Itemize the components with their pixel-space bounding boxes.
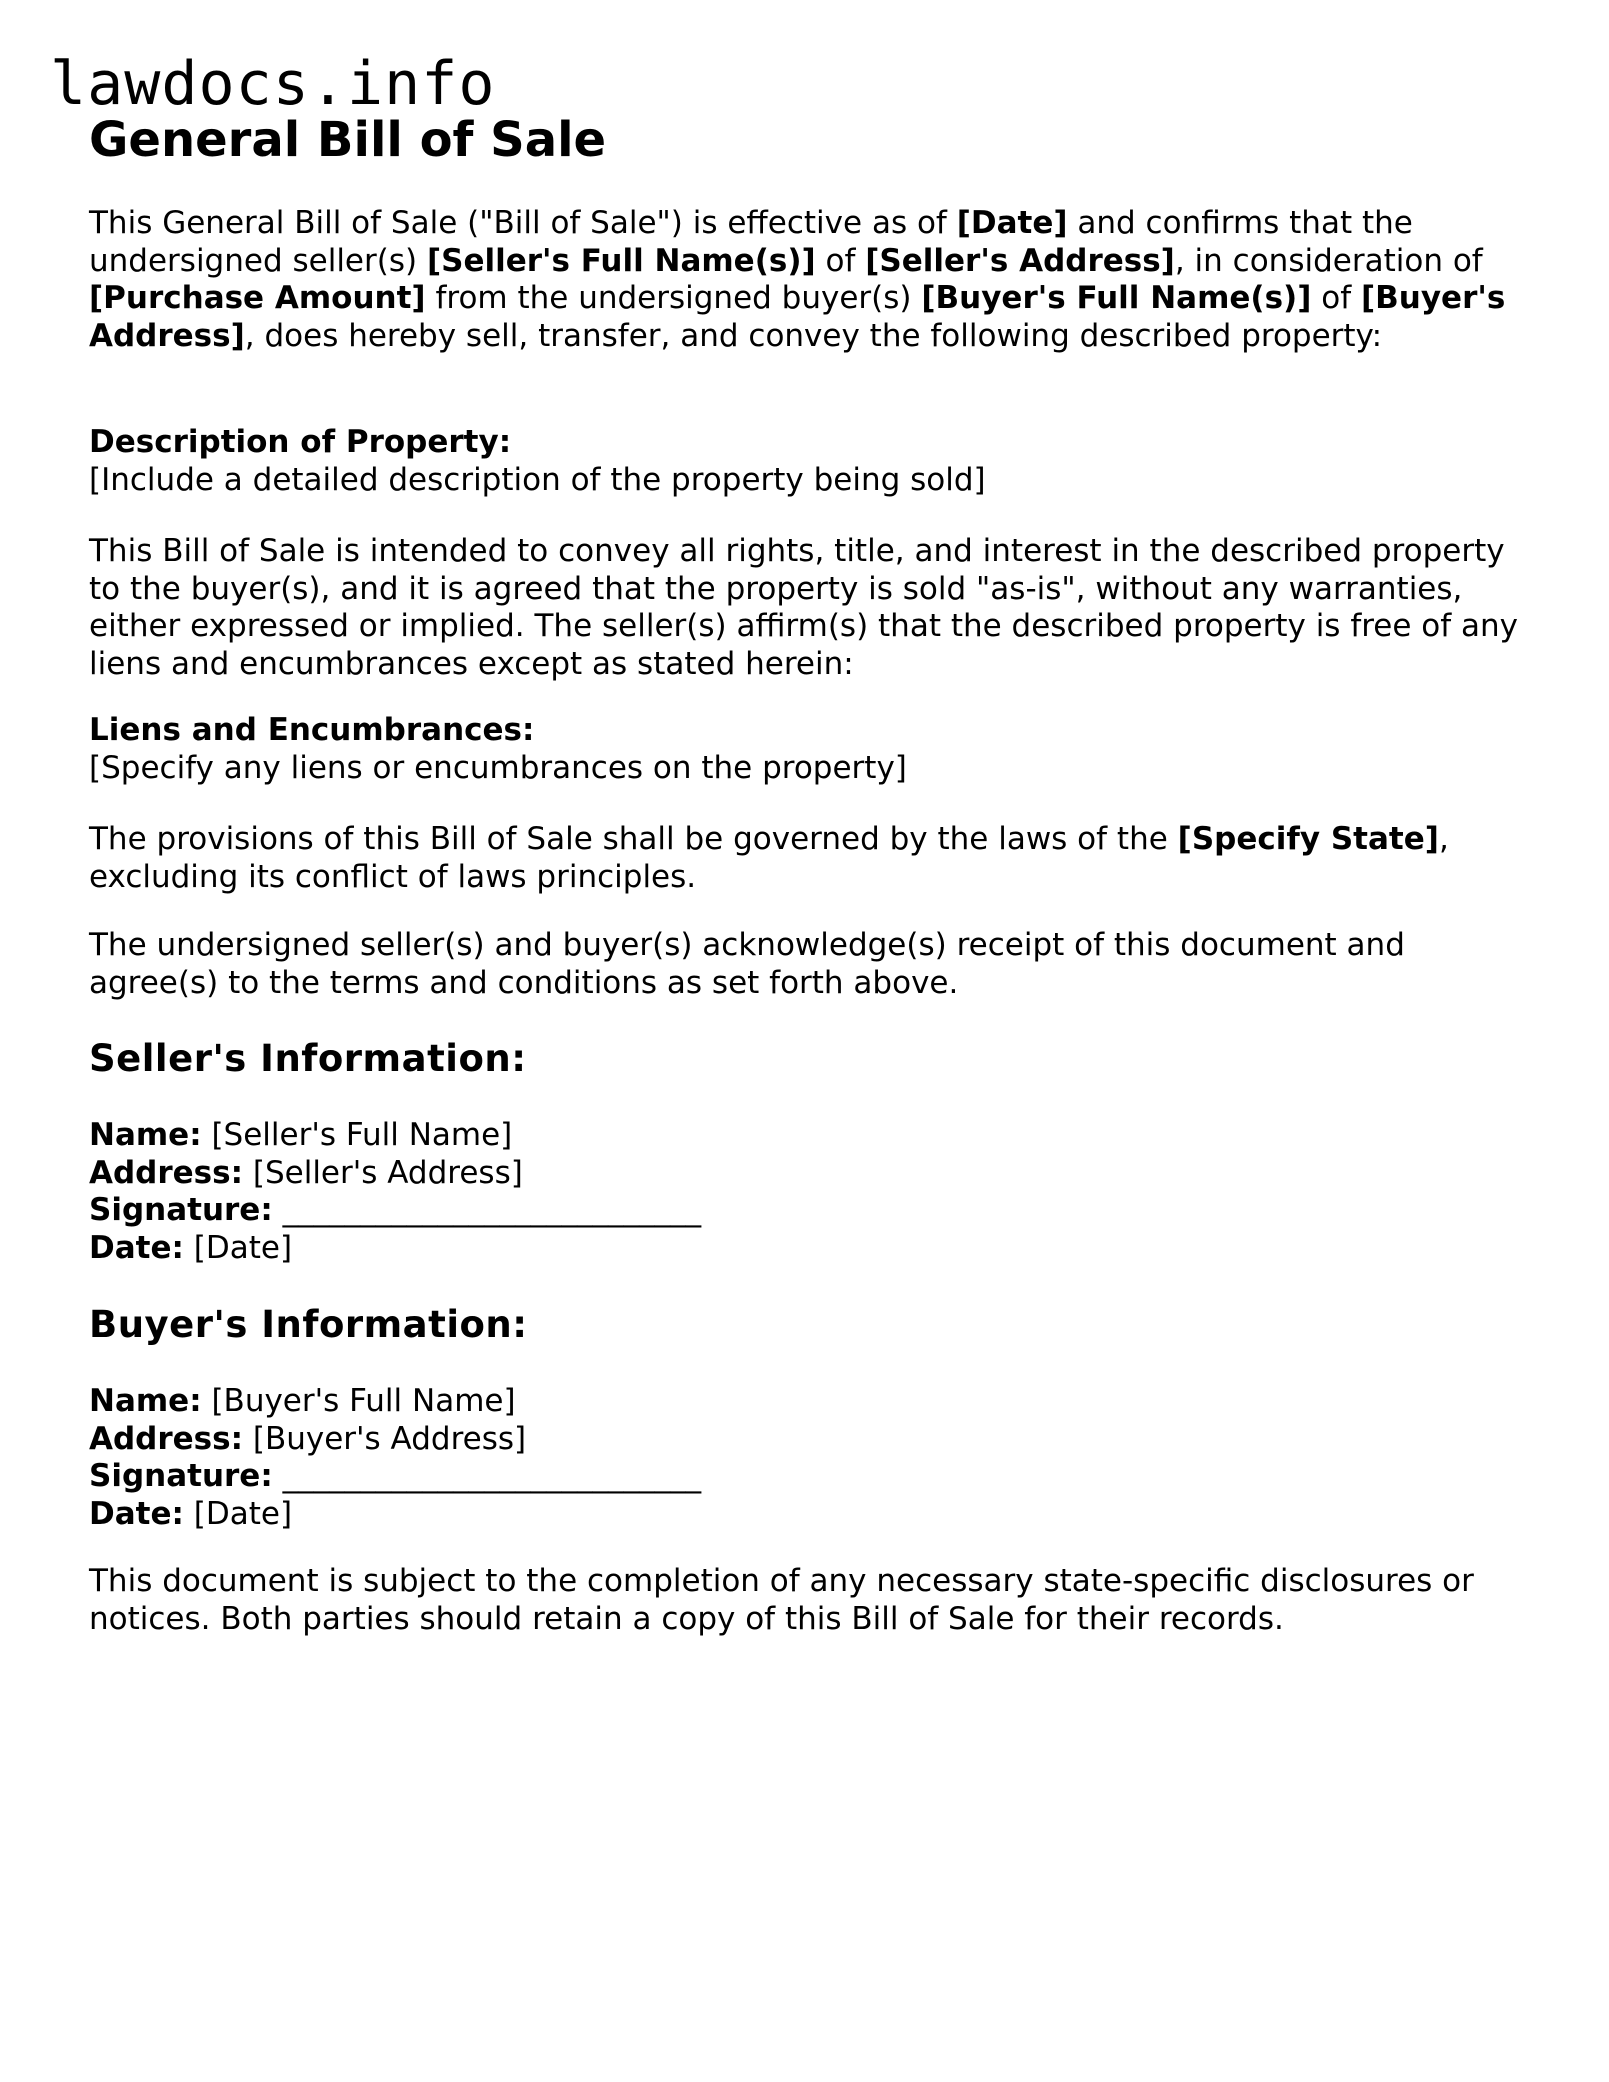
- intro-text-5: from the undersigned buyer(s): [425, 280, 922, 316]
- buyer-address-placeholder: [Buyer's Address]: [89, 280, 1506, 354]
- seller-name-value: [Seller's Full Name]: [211, 1117, 513, 1153]
- seller-signature-line: ___________________________: [282, 1192, 702, 1228]
- buyer-signature-line: ___________________________: [282, 1458, 702, 1494]
- governing-law-paragraph: [89, 821, 1529, 896]
- seller-signature-label: Signature:: [89, 1192, 273, 1228]
- liens-label: Liens and Encumbrances:: [89, 712, 535, 748]
- buyer-address-value: [Buyer's Address]: [252, 1420, 527, 1457]
- buyer-name-value: [Buyer's Full Name]: [211, 1383, 516, 1419]
- seller-date-value: [Date]: [193, 1229, 293, 1266]
- seller-address-placeholder: [Seller's Address]: [865, 242, 1175, 279]
- buyer-signature-label: Signature:: [89, 1458, 273, 1494]
- governing-text-1: The provisions of this Bill of Sale shall be governed by the laws of the: [89, 821, 1178, 857]
- buyer-name-label: Name:: [89, 1383, 202, 1419]
- buyer-address-row: [89, 1421, 1529, 1459]
- buyer-date-row: [89, 1496, 1529, 1534]
- seller-date-row: [89, 1230, 1529, 1268]
- seller-name-placeholder: [Seller's Full Name(s)]: [426, 242, 816, 279]
- seller-address-label: Address:: [89, 1154, 243, 1191]
- document-title: General Bill of Sale: [89, 112, 607, 168]
- intro-text-4: , in consideration of: [1174, 242, 1483, 279]
- liens-section: [89, 712, 1529, 787]
- site-watermark: lawdocs.info: [50, 49, 496, 119]
- convey-paragraph: This Bill of Sale is intended to convey all rights, title, and interest in the described property to the buyer(s), and it is agreed that the property is sold "as-is", without any warranties, either expressed or implied. The seller(s) affirm(s) that the described property is free of any liens and encumbrances except as stated herein:: [89, 533, 1519, 682]
- intro-text-6: of: [1311, 280, 1361, 316]
- seller-address-value: [Seller's Address]: [252, 1154, 523, 1191]
- intro-text-2: and confirms that the undersigned seller(s): [89, 205, 1413, 279]
- purchase-amount-placeholder: [Purchase Amount]: [89, 280, 426, 316]
- effective-date-placeholder: [Date]: [956, 205, 1068, 241]
- state-placeholder: [Specify State]: [1177, 821, 1439, 857]
- seller-info-block: [89, 1117, 1529, 1267]
- buyer-info-heading: Buyer's Information:: [89, 1303, 528, 1346]
- seller-name-label: Name:: [89, 1117, 202, 1153]
- governing-text-2: , excluding its conflict of laws principles.: [89, 821, 1449, 895]
- buyer-name-placeholder: [Buyer's Full Name(s)]: [921, 280, 1312, 316]
- buyer-info-block: [89, 1383, 1529, 1533]
- intro-text-1: This General Bill of Sale ("Bill of Sale") is effective as of: [89, 205, 957, 241]
- closing-paragraph: This document is subject to the completion of any necessary state-specific disclosures or notices. Both parties should retain a copy of this Bill of Sale for their records.: [89, 1563, 1474, 1637]
- intro-text-3: of: [815, 242, 866, 279]
- acknowledge-paragraph: The undersigned seller(s) and buyer(s) acknowledge(s) receipt of this document and agree(s) to the terms and conditions as set forth above.: [89, 927, 1405, 1001]
- description-label: Description of Property:: [89, 424, 512, 460]
- seller-info-heading: Seller's Information:: [89, 1037, 527, 1080]
- seller-date-label: Date:: [89, 1229, 184, 1266]
- buyer-date-value: [Date]: [193, 1495, 293, 1532]
- description-value: [Include a detailed description of the property being sold]: [89, 461, 986, 498]
- intro-paragraph: [89, 205, 1529, 355]
- buyer-name-row: [89, 1383, 1529, 1421]
- seller-address-row: [89, 1155, 1529, 1193]
- description-section: [89, 424, 1529, 499]
- seller-signature-row: [89, 1192, 1529, 1230]
- buyer-address-label: Address:: [89, 1420, 243, 1457]
- buyer-signature-row: [89, 1458, 1529, 1496]
- seller-name-row: [89, 1117, 1529, 1155]
- liens-value: [Specify any liens or encumbrances on the property]: [89, 749, 907, 786]
- intro-text-7: , does hereby sell, transfer, and convey the following described property:: [244, 317, 1383, 354]
- buyer-date-label: Date:: [89, 1495, 184, 1532]
